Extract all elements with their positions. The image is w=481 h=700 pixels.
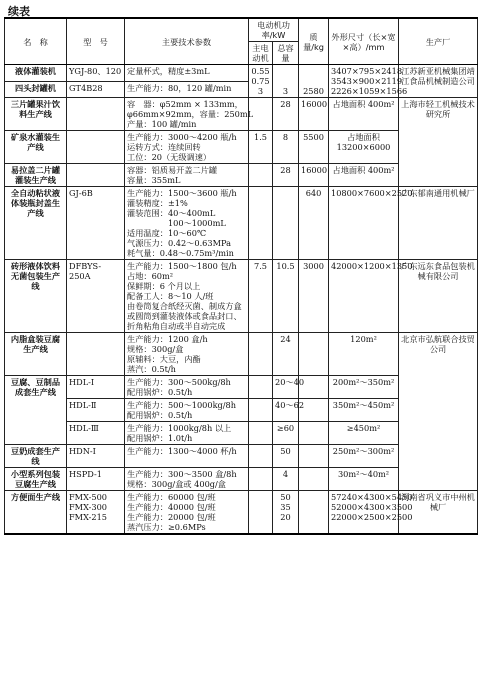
row-power-main [249,422,273,445]
row-dims: ≥450m² [329,422,399,445]
row-name: 豆腐、豆制品成套生产线 [5,376,67,445]
row-power-main [249,468,273,491]
row-mass: 640 [299,187,329,260]
row-params: 容 器：φ52mm × 133mm， φ66mm×92mm，容量：250mL 产量：100 罐/min [125,98,249,131]
row-model: HDL-Ⅰ [67,376,125,399]
row-power-main [249,491,273,535]
row-name: 液体灌装机 [5,65,67,82]
row-dims: 3407×795×2418 3543×900×2119 2226×1059×1566 [329,65,399,98]
row-model: HSPD-1 [67,468,125,491]
row-model: DFBYS-250A [67,260,125,333]
header-power-total: 总容量 [273,42,299,65]
row-power-total: 28 [273,164,299,187]
row-power-total: ≥60 [273,422,299,445]
row-power-total: 4 [273,468,299,491]
equipment-table [4,17,478,535]
row-power-total: 10.5 [273,260,299,333]
row-power-total [273,187,299,260]
row-params: 生产能力：1300～4000 杯/h [125,445,249,468]
row-dims: 30m²～40m² [329,468,399,491]
row-power-main: 7.5 [249,260,273,333]
row-mass: 2580 [299,65,329,98]
row-power-total: 28 [273,98,299,131]
row-model [67,164,125,187]
row-power-total: 20～40 [273,376,299,399]
row-dims: 10800×7600×2520 [329,187,399,260]
row-name: 小型系列包装豆腐生产线 [5,468,67,491]
table-row [5,491,478,535]
row-params: 生产能力：1000kg/8h 以上 配用锅炉：1.0t/h [125,422,249,445]
row-power-main [249,164,273,187]
row-model: HDL-Ⅱ [67,399,125,422]
row-maker: 广东远东食品包装机械有限公司 [399,260,478,333]
row-model: YGJ-80、120 [67,65,125,82]
row-mass [299,333,329,376]
row-power-total: 50 [273,445,299,468]
row-dims: 350m²～450m² [329,399,399,422]
row-power-total: 24 [273,333,299,376]
row-mass: 3000 [299,260,329,333]
row-power-main: 0.55 0.75 3 [249,65,273,98]
row-dims: 占地面积 400m² [329,164,399,187]
row-maker: 北京市弘航联合技贸公司 [399,333,478,491]
header-model: 型 号 [67,18,125,65]
row-name: 方便面生产线 [5,491,67,535]
row-params: 生产能力：300～500kg/8h 配用锅炉：0.5t/h [125,376,249,399]
row-params: 生产能力：300～3500 盒/8h 规格：300g/盒或 400g/盒 [125,468,249,491]
table-row [5,65,478,82]
header-name: 名 称 [5,18,67,65]
table-row [5,260,478,333]
table-row [5,187,478,260]
row-power-total: 40～62 [273,399,299,422]
row-maker: 河南省巩义市中州机械厂 [399,491,478,535]
row-power-main [249,399,273,422]
row-name: 豆奶成套生产线 [5,445,67,468]
row-power-main [249,376,273,399]
table-row [5,333,478,376]
row-mass: 5500 [299,131,329,164]
header-maker: 生产厂 [399,18,478,65]
table-continued-title: 续表 [8,5,30,18]
row-name: 内脂盒装豆腐生产线 [5,333,67,376]
row-power-main [249,445,273,468]
row-name: 三片罐果汁饮料生产线 [5,98,67,131]
row-dims: 120m² [329,333,399,376]
row-maker: 广东郁南通用机械厂 [399,187,478,260]
row-name: 易拉盖二片罐灌装生产线 [5,164,67,187]
row-name: 四头封罐机 [5,81,67,98]
row-params: 生产能力：500～1000kg/8h 配用锅炉：0.5t/h [125,399,249,422]
row-dims: 占地面积 400m² [329,98,399,131]
row-name: 矿泉水灌装生产线 [5,131,67,164]
header-params: 主要技术参数 [125,18,249,65]
header-mass: 质量/kg [299,18,329,65]
row-dims: 250m²～300m² [329,445,399,468]
row-params: 定量杯式，精度±3mL [125,65,249,82]
row-mass [299,422,329,445]
row-dims: 42000×1200×1350 [329,260,399,333]
header-power: 电动机功率/kW [249,18,299,42]
header-dims: 外形尺寸（长×宽×高）/mm [329,18,399,65]
row-model [67,98,125,131]
row-dims: 57240×4300×5450 52000×4300×3500 22000×2500×2500 [329,491,399,535]
row-name: 砖形液体饮料无菌包装生产线 [5,260,67,333]
row-params: 容器：铝质易开盖二片罐 容量：355mL [125,164,249,187]
row-power-total: 8 [273,131,299,164]
header-power-main: 主电动机 [249,42,273,65]
row-mass: 16000 [299,164,329,187]
row-dims: 200m²～350m² [329,376,399,399]
row-model: HDN-Ⅰ [67,445,125,468]
row-params: 生产能力：3000～4200 瓶/h 运转方式：连续回转 工位：20（无级调速） [125,131,249,164]
row-model [67,131,125,164]
row-mass [299,445,329,468]
row-power-main [249,333,273,376]
row-mass [299,468,329,491]
row-model [67,333,125,376]
row-maker: 江苏新亚机械集团靖江食品机械制造公司 [399,65,478,98]
row-params: 生产能力：80，120 罐/min [125,81,249,98]
row-name: 全自动粘状液体装瓶封盖生产线 [5,187,67,260]
row-model: HDL-Ⅲ [67,422,125,445]
row-params: 生产能力：1500～1800 包/h 占地：60m² 保鲜期：6 个月以上 配备工人：8～10 人/班 由卷筒复合纸经灭菌、制成方盒或圆筒到灌装液体或食品封口、折角粘角自动或半自动完成 [125,260,249,333]
row-power-total: 50 35 20 [273,491,299,535]
row-params: 生产能力：1200 盒/h 规格：300g/盒 原辅料：大豆，内酯 蒸汽：0.5t/h [125,333,249,376]
table-row [5,98,478,131]
row-dims: 占地面积 13200×6000 [329,131,399,164]
row-maker: 上海市轻工机械技术研究所 [399,98,478,187]
row-mass [299,491,329,535]
row-params: 生产能力：1500～3600 瓶/h 灌装精度：±1% 灌装范围：40～400mL 100～1000mL 适用温度：10～60℃ 气源压力：0.42～0.63MPa 耗气量：0.48～0.75m³/min [125,187,249,260]
row-power-main [249,187,273,260]
row-power-main: 1.5 [249,131,273,164]
row-mass: 16000 [299,98,329,131]
row-power-total: 3 [273,65,299,98]
row-model: FMX-500 FMX-300 FMX-215 [67,491,125,535]
row-model: GJ-6B [67,187,125,260]
row-params: 生产能力：60000 包/班 生产能力：40000 包/班 生产能力：20000 包/班 蒸汽压力：≥0.6MPs [125,491,249,535]
row-model: GT4B28 [67,81,125,98]
